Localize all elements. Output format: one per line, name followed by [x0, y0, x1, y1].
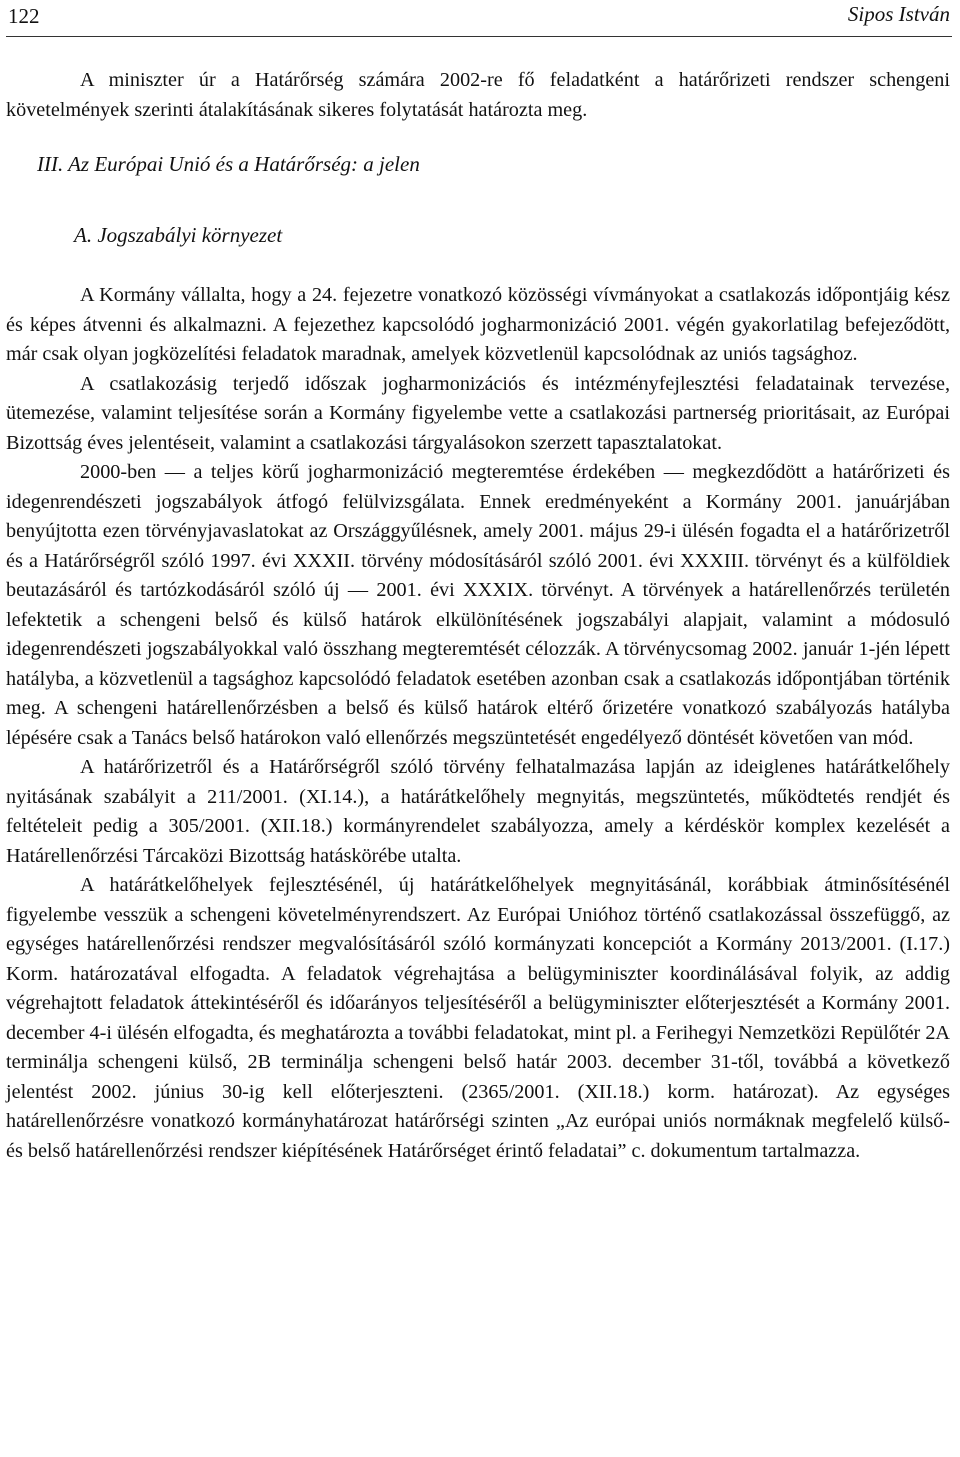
page-number: 122	[8, 4, 40, 28]
subsection-heading: A. Jogszabályi környezet	[74, 223, 283, 247]
paragraph-5: A határátkelőhelyek fejlesztésénél, új határátkelőhelyek megnyitásánál, korábbiak átminősítésénél figyelembe vesszük a schengeni követelményrendszert. Az Európai Unióhoz történő csatlakozással összefüggő, az egységes határellenőrzési rendszer megvalósításáról szóló kormányzati koncepciót a Kormány 2013/2001. (I.17.) Korm. határozatával elfogadta. A feladatok végrehajtása a belügyminiszter koordinálásával folyik, az addig végrehajtott feladatok áttekintéséről és időarányos teljesítéséről a belügyminiszter előterjesztését a Kormány 2001. december 4-i ülésén elfogadta, és meghatározta a további feladatokat, mint pl. a Ferihegyi Nemzetközi Repülőtér 2A terminálja schengeni külső, 2B terminálja schengeni belső határ 2003. december 31-től, továbbá a következő jelentést 2002. június 30-ig kell előterjeszteni. (2365/2001. (XII.18.) korm. határozat). Az egységes határellenőrzésre vonatkozó kormányhatározat határőrségi szinten „Az európai uniós normáknak megfelelő külső- és belső határellenőrzési rendszer kiépítésének Határőrséget érintő feladatai” c. dokumentum tartalmazza.	[6, 874, 950, 1162]
paragraph-1: A Kormány vállalta, hogy a 24. fejezetre vonatkozó közösségi vívmányokat a csatlakozás időpontjáig kész és képes átvenni és alkalmazni. A fejezethez kapcsolódó jogharmonizáció 2001. végén gyakorlatilag befejeződött, már csak olyan jogközelítési feladatok maradnak, amelyek közvetlenül kapcsolódnak az uniós tagsághoz.	[6, 284, 950, 365]
running-head-author: Sipos István	[847, 2, 950, 26]
paragraph-2: A csatlakozásig terjedő időszak jogharmonizációs és intézményfejlesztési feladatainak tervezése, ütemezése, valamint teljesítése során a Kormány figyelembe vette a csatlakozási partnerség prioritásait, az Európai Bizottság éves jelentéseit, valamint a csatlakozási tárgyalásokon szerzett tapasztalatokat.	[6, 372, 950, 454]
section-heading: III. Az Európai Unió és a Határőrség: a jelen	[37, 152, 420, 176]
paragraph-4: A határőrizetről és a Határőrségről szóló törvény felhatalmazása lapján az ideiglenes határátkelőhely nyitásának szabályit a 211/2001. (XI.14.), a határátkelőhely megnyitás, megszüntetés, működtetés rendjét és feltételeit pedig a 305/2001. (XII.18.) kormányrendelet szabályozza, amely a kérdéskör komplex kezelését a Határellenőrzési Tárcaközi Bizottság hatáskörébe utalta.	[6, 756, 950, 867]
page-header	[6, 0, 952, 37]
paragraph-intro: A miniszter úr a Határőrség számára 2002-re fő feladatként a határőrizeti rendszer schengeni követelmények szerinti átalakításának sikeres folytatását határozta meg.	[6, 69, 950, 121]
document-body	[6, 66, 950, 1166]
paragraph-3: 2000-ben — a teljes körű jogharmonizáció megteremtése érdekében — megkezdődött a határőrizeti és idegenrendészeti jogszabályok átfogó felülvizsgálata. Ennek eredményeként a Kormány 2001. januárjában benyújtotta ezen törvényjavaslatokat az Országgyűlésnek, amely 2001. május 29-i ülésén fogadta el a határőrizetről és a Határőrségről szóló 1997. évi XXXII. törvény módosításáról szóló 2001. évi XXXIII. törvényt és a külföldiek beutazásáról és tartózkodásáról szóló új — 2001. évi XXXIX. törvényt. A törvények a határellenőrzés területén lefektetik a schengeni belső és külső határok elkülönítésének jogszabályi alapjait, valamint a módosuló idegenrendészeti jogszabályokkal való összhang megteremtését célozzák. A törvénycsomag 2002. január 1-jén lépett hatályba, a közvetlenül a tagsághoz kapcsolódó feladatok esetében azonban csak a csatlakozás időpontjában történik meg. A schengeni határellenőrzésben a belső és külső határok eltérő őrizetére vonatkozó szabályozás hatályba lépésére csak a Tanács belső határokon való ellenőrzés megszüntetését engedélyező döntését követően van mód.	[6, 461, 950, 749]
